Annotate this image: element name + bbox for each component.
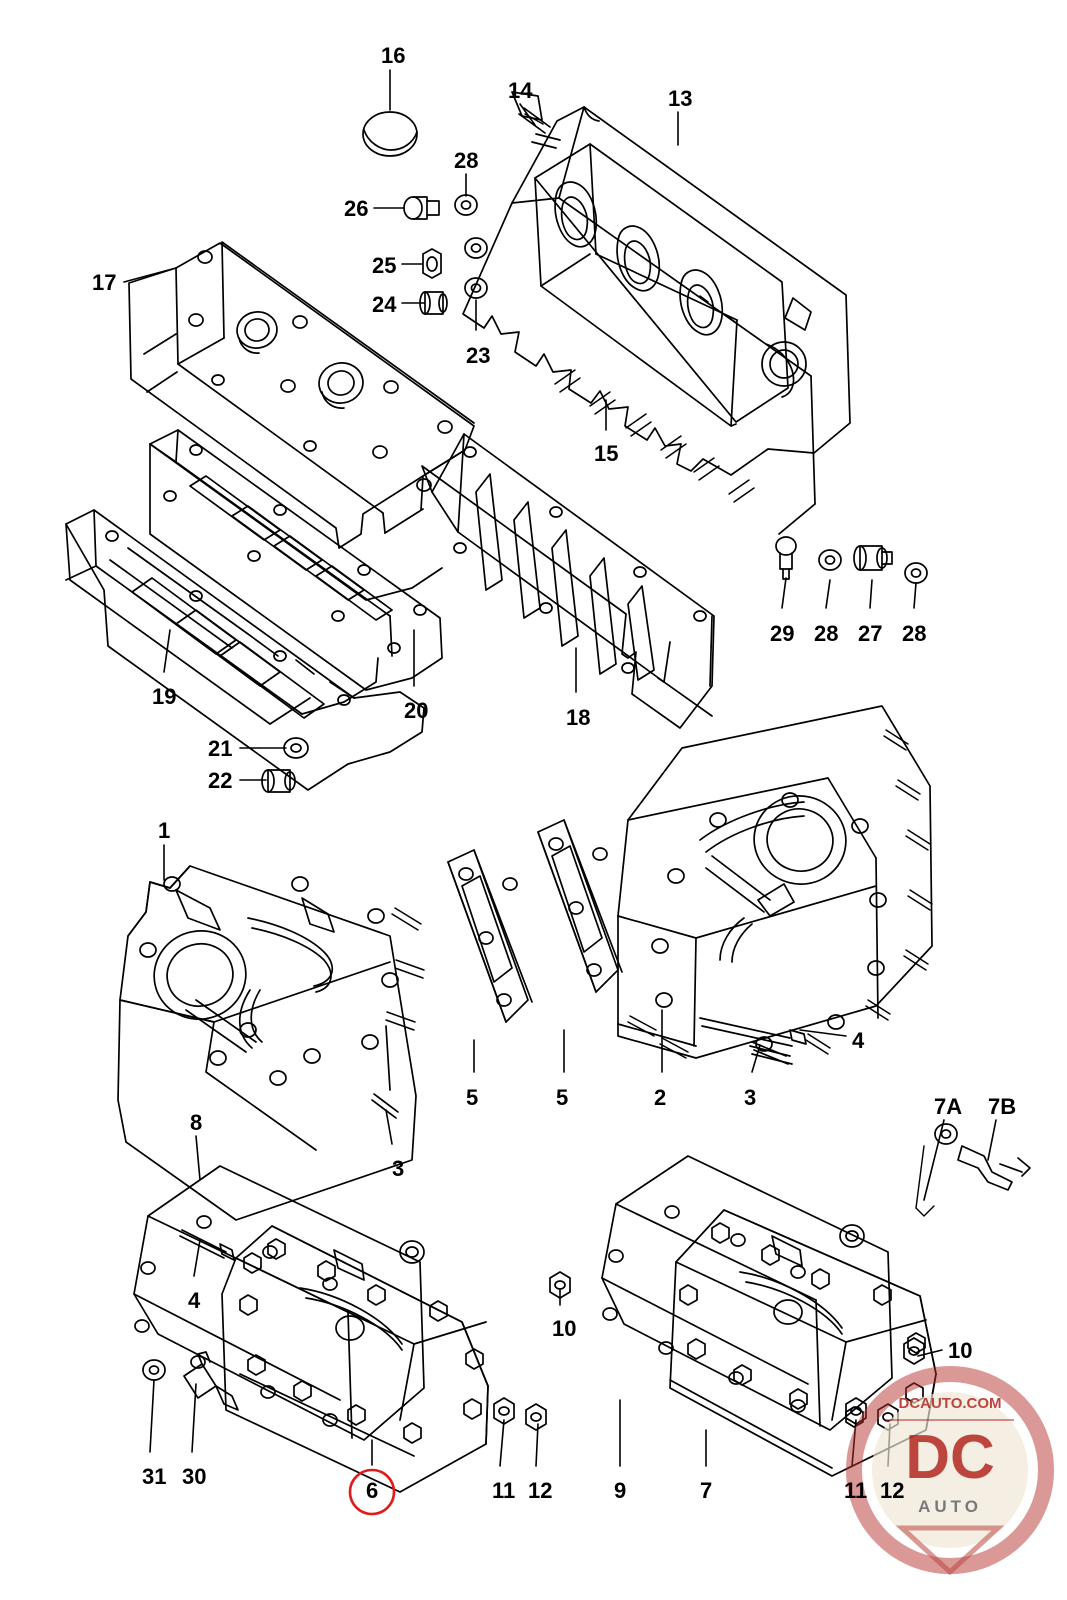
callout-27: 27 [858,621,883,646]
callout-20: 20 [404,698,429,723]
callout-13: 13 [668,86,693,111]
callout-1: 1 [158,818,171,843]
callout-22: 22 [208,768,233,793]
watermark-dcauto [854,1374,1046,1572]
callout-3: 3 [744,1085,757,1110]
callout-5: 5 [466,1085,479,1110]
callout-14: 14 [508,78,533,103]
callout-8: 8 [190,1110,203,1135]
callout-10: 10 [552,1316,577,1341]
callout-7b: 7B [988,1094,1017,1119]
watermark-sub: AUTO [918,1497,982,1516]
callout-7: 7 [700,1478,713,1503]
callout-25: 25 [372,253,397,278]
callout-21: 21 [208,736,233,761]
callout-19: 19 [152,684,177,709]
callout-11: 11 [492,1478,516,1503]
callout-29: 29 [770,621,795,646]
callout-26: 26 [344,196,369,221]
callout-9: 9 [614,1478,627,1503]
callout-4: 4 [852,1028,865,1053]
callout-18: 18 [566,705,591,730]
callout-11: 11 [844,1478,868,1503]
callout-28: 28 [814,621,839,646]
callout-2: 2 [654,1085,667,1110]
callout-5: 5 [556,1085,569,1110]
callout-12: 12 [528,1478,553,1503]
callout-16: 16 [381,43,406,68]
watermark-top-text: DCAUTO.COM [898,1395,1002,1412]
callout-15: 15 [594,441,619,466]
callout-28: 28 [902,621,927,646]
callout-23: 23 [466,343,491,368]
callout-4: 4 [188,1288,201,1313]
callout-31: 31 [142,1464,167,1489]
callout-12: 12 [880,1478,905,1503]
callout-3: 3 [392,1156,405,1181]
callout-30: 30 [182,1464,207,1489]
callout-24: 24 [372,292,397,317]
callout-28: 28 [454,148,479,173]
callout-6: 6 [366,1478,379,1503]
watermark-brand: DC [905,1423,995,1492]
callout-17: 17 [92,270,117,295]
callout-7a: 7A [934,1094,963,1119]
callout-10: 10 [948,1338,973,1363]
